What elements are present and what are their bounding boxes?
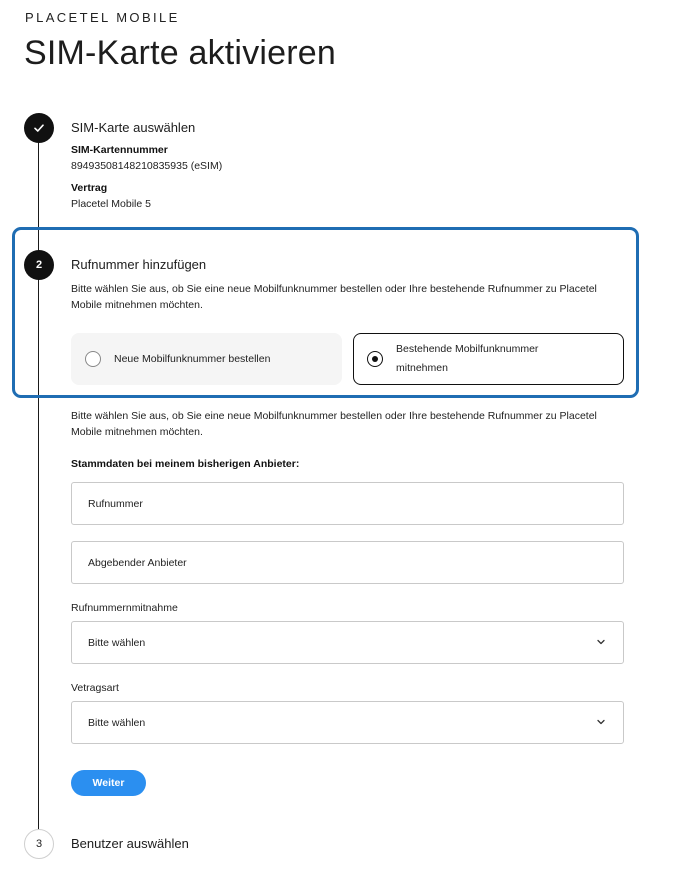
chevron-down-icon bbox=[595, 636, 607, 648]
radio-unselected-icon[interactable] bbox=[85, 351, 101, 367]
chevron-down-icon bbox=[595, 716, 607, 728]
radio-selected-icon[interactable] bbox=[367, 351, 383, 367]
option-new-number-label: Neue Mobilfunknummer bestellen bbox=[114, 352, 271, 365]
phone-number-placeholder: Rufnummer bbox=[88, 497, 143, 510]
sim-number-value: 8949350814821083593​5 (eSIM) bbox=[71, 160, 223, 172]
step-1-title[interactable]: SIM-Karte auswählen bbox=[71, 120, 196, 135]
contract-type-select[interactable] bbox=[71, 701, 624, 744]
sim-number-label: SIM-Kartennummer bbox=[71, 144, 168, 156]
step-2-title: Rufnummer hinzufügen bbox=[71, 257, 207, 272]
contract-label: Vertrag bbox=[71, 182, 108, 194]
previous-provider-input[interactable] bbox=[71, 541, 624, 584]
option-existing-number[interactable] bbox=[353, 333, 624, 385]
contract-type-label: Vetragsart bbox=[71, 682, 119, 694]
previous-provider-heading: Stammdaten bei meinem bisherigen Anbieter: bbox=[71, 458, 300, 470]
porting-label: Rufnummernmitnahme bbox=[71, 602, 178, 614]
previous-provider-placeholder: Abgebender Anbieter bbox=[88, 556, 187, 569]
step-3-indicator: 3 bbox=[24, 829, 54, 859]
step-2-description: Bitte wählen Sie aus, ob Sie eine neue Mobilfunknummer bestellen oder Ihre bestehende Rufnummer zu Placetel Mobile mitnehmen möchten. bbox=[71, 283, 597, 311]
check-icon bbox=[33, 122, 45, 134]
page-title: SIM-Karte aktivieren bbox=[24, 34, 336, 72]
contract-type-select-value: Bitte wählen bbox=[88, 716, 146, 729]
contract-value: Placetel Mobile 5 bbox=[71, 198, 151, 210]
next-button[interactable]: Weiter bbox=[71, 770, 146, 796]
porting-select[interactable] bbox=[71, 621, 624, 664]
step-1-complete-indicator bbox=[24, 113, 54, 143]
step-2-indicator: 2 bbox=[24, 250, 54, 280]
step-3-title[interactable]: Benutzer auswählen bbox=[71, 836, 189, 851]
step-2-description-repeat: Bitte wählen Sie aus, ob Sie eine neue Mobilfunknummer bestellen oder Ihre bestehende Rufnummer zu Placetel Mobile mitnehmen möchten. bbox=[71, 410, 597, 438]
porting-select-value: Bitte wählen bbox=[88, 636, 146, 649]
option-new-number[interactable] bbox=[71, 333, 342, 385]
brand-label: PLACETEL MOBILE bbox=[25, 10, 180, 25]
phone-number-input[interactable] bbox=[71, 482, 624, 525]
option-existing-number-label: Bestehende Mobilfunknummer mitnehmen bbox=[396, 343, 539, 374]
